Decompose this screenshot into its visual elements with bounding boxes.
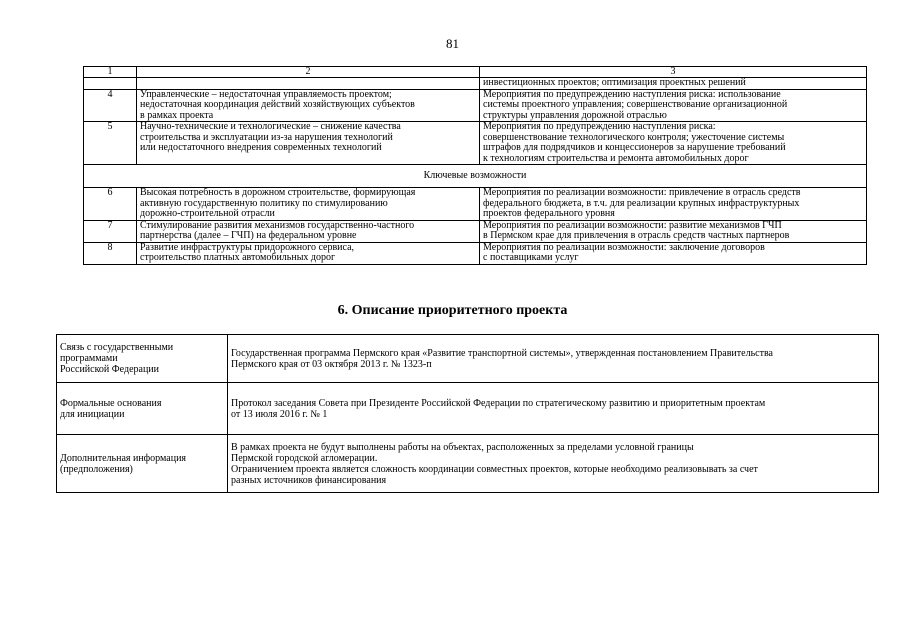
table-header-row — [84, 67, 867, 78]
row-number: 6 — [84, 188, 137, 221]
section-row — [84, 165, 867, 188]
section-title: 6. Описание приоритетного проекта — [337, 303, 568, 318]
info-value: В рамках проекта не будут выполнены работы на объектах, расположенных за пределами условной границы Пермской городской агломерации. Ограничением проекта является сложность координации совместных проектов, которые необходимо реализовывать за счет разных источников финансирования — [228, 435, 879, 493]
table-row-continuation — [84, 78, 867, 90]
info-value: Протокол заседания Совета при Президенте Российской Федерации по стратегическому развитию и приоритетным проектам от 13 июля 2016 г. № 1 — [228, 383, 879, 435]
info-label: Формальные основания для инициации — [57, 383, 228, 435]
table-row — [84, 220, 867, 242]
table-row — [84, 188, 867, 221]
info-row — [57, 435, 879, 493]
risk-description-cell: Научно-технические и технологические – снижение качества строительства и эксплуатации из-за нарушения технологий или недостаточного внедрения современных технологий — [137, 122, 480, 165]
column-header: 3 — [480, 67, 867, 78]
measure-cell: инвестиционных проектов; оптимизация проектных решений — [480, 78, 867, 90]
info-row — [57, 383, 879, 435]
section-label: Ключевые возможности — [84, 165, 867, 188]
column-header: 2 — [137, 67, 480, 78]
opportunity-description-cell: Развитие инфраструктуры придорожного сервиса, строительство платных автомобильных дорог — [137, 242, 480, 264]
measure-cell: Мероприятия по реализации возможности: заключение договоров с поставщиками услуг — [480, 242, 867, 264]
risk-table — [83, 66, 867, 265]
column-header: 1 — [84, 67, 137, 78]
info-row — [57, 335, 879, 383]
info-value: Государственная программа Пермского края «Развитие транспортной системы», утвержденная постановлением Правительства Пермского края от 03 октября 2013 г. № 1323-п — [228, 335, 879, 383]
table-row — [84, 242, 867, 264]
measure-cell: Мероприятия по реализации возможности: привлечение в отрасль средств федерального бюджета, в т.ч. для реализации крупных инфраструктурных проектов федерального уровня — [480, 188, 867, 221]
measure-cell: Мероприятия по предупреждению наступления риска: использование системы проектного управления; совершенствование организационной структуры управления дорожной отраслью — [480, 89, 867, 122]
measure-cell: Мероприятия по реализации возможности: развитие механизмов ГЧП в Пермском крае для привлечения в отрасль средств частных партнеров — [480, 220, 867, 242]
opportunity-description-cell: Высокая потребность в дорожном строительстве, формирующая активную государственную политику по стимулированию дорожно-строительной отрасли — [137, 188, 480, 221]
row-number: 5 — [84, 122, 137, 165]
info-label: Связь с государственными программами Российской Федерации — [57, 335, 228, 383]
table-row — [84, 89, 867, 122]
project-info-table — [56, 334, 879, 493]
row-number: 8 — [84, 242, 137, 264]
row-number: 7 — [84, 220, 137, 242]
page-number: 81 — [446, 36, 459, 51]
opportunity-description-cell: Стимулирование развития механизмов государственно-частного партнерства (далее – ГЧП) на федеральном уровне — [137, 220, 480, 242]
measure-cell: Мероприятия по предупреждению наступления риска: совершенствование технологического контроля; ужесточение системы штрафов для подрядчиков и концессионеров за нарушение требований к технологиям строительства и ремонта автомобильных дорог — [480, 122, 867, 165]
row-number: 4 — [84, 89, 137, 122]
info-label: Дополнительная информация (предположения) — [57, 435, 228, 493]
risk-description-cell: Управленческие – недостаточная управляемость проектом; недостаточная координация действий хозяйствующих субъектов в рамках проекта — [137, 89, 480, 122]
table-row — [84, 122, 867, 165]
